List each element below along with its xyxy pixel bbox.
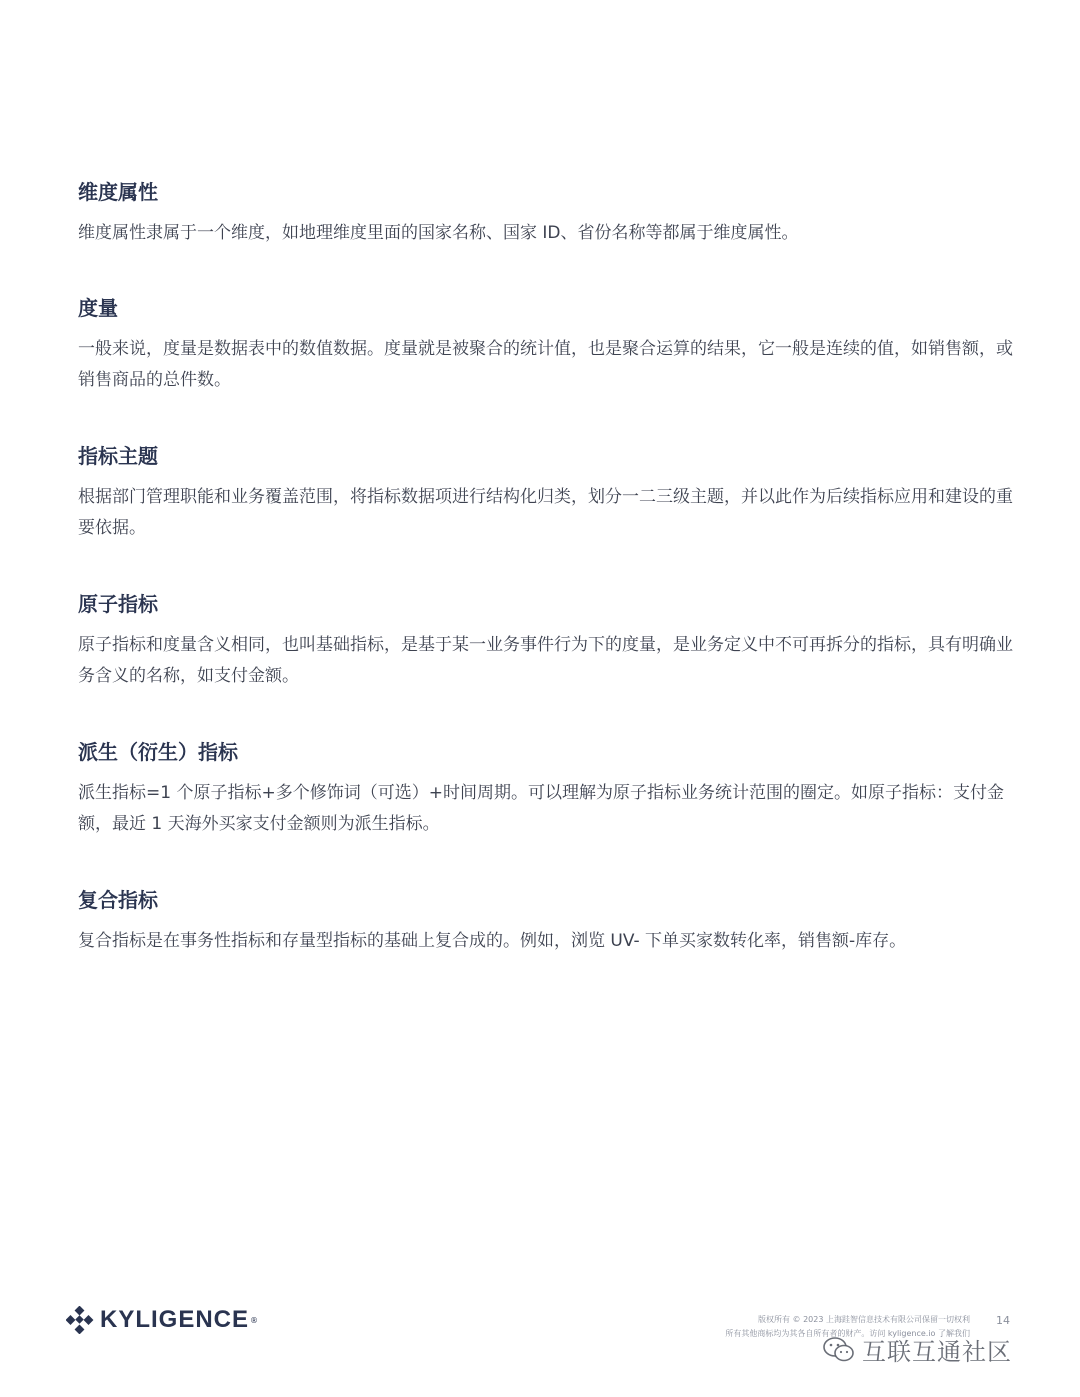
section-body: 派生指标=1 个原子指标+多个修饰词（可选）+时间周期。可以理解为原子指标业务统计范围的圈定。如原子指标：支付金额，最近 1 天海外买家支付金额则为派生指标。 bbox=[78, 783, 1004, 834]
wechat-icon bbox=[822, 1335, 856, 1365]
section-metric-topic bbox=[78, 440, 1018, 544]
section-body: 根据部门管理职能和业务覆盖范围，将指标数据项进行结构化归类，划分一二三级主题，并以此作为后续指标应用和建设的重要依据。 bbox=[78, 487, 1013, 538]
page-number: 14 bbox=[996, 1314, 1010, 1327]
copyright-line-1: 版权所有 © 2023 上海跬智信息技术有限公司保留一切权利 bbox=[758, 1315, 970, 1324]
section-heading: 维度属性 bbox=[78, 180, 158, 204]
section-dimension-attribute bbox=[78, 176, 1018, 249]
section-composite-metric bbox=[78, 884, 1018, 957]
section-heading: 派生（衍生）指标 bbox=[78, 740, 238, 764]
section-body: 维度属性隶属于一个维度，如地理维度里面的国家名称、国家 ID、省份名称等都属于维度属性。 bbox=[78, 223, 799, 243]
section-heading: 度量 bbox=[78, 296, 118, 320]
section-measure bbox=[78, 292, 1018, 396]
copyright-line-2: 所有其他商标均为其各自所有者的财产。访问 kyligence.io 了解我们 bbox=[725, 1329, 970, 1338]
kyligence-logo bbox=[66, 1304, 258, 1336]
logo-registered-mark: ® bbox=[250, 1315, 259, 1325]
section-derived-metric bbox=[78, 736, 1018, 840]
watermark-text: 互联互通社区 bbox=[862, 1338, 1012, 1366]
logo-text: KYLIGENCE bbox=[100, 1306, 250, 1333]
section-body: 原子指标和度量含义相同，也叫基础指标，是基于某一业务事件行为下的度量，是业务定义中不可再拆分的指标，具有明确业务含义的名称，如支付金额。 bbox=[78, 635, 1013, 686]
section-heading: 指标主题 bbox=[78, 444, 158, 468]
section-heading: 复合指标 bbox=[78, 888, 158, 912]
section-atomic-metric bbox=[78, 588, 1018, 692]
section-heading: 原子指标 bbox=[78, 592, 158, 616]
kyligence-logo-icon bbox=[66, 1306, 94, 1334]
section-body: 复合指标是在事务性指标和存量型指标的基础上复合成的。例如，浏览 UV- 下单买家数转化率，销售额-库存。 bbox=[78, 931, 907, 951]
watermark bbox=[822, 1332, 1012, 1367]
section-body: 一般来说，度量是数据表中的数值数据。度量就是被聚合的统计值，也是聚合运算的结果，它一般是连续的值，如销售额，或销售商品的总件数。 bbox=[78, 339, 1013, 390]
